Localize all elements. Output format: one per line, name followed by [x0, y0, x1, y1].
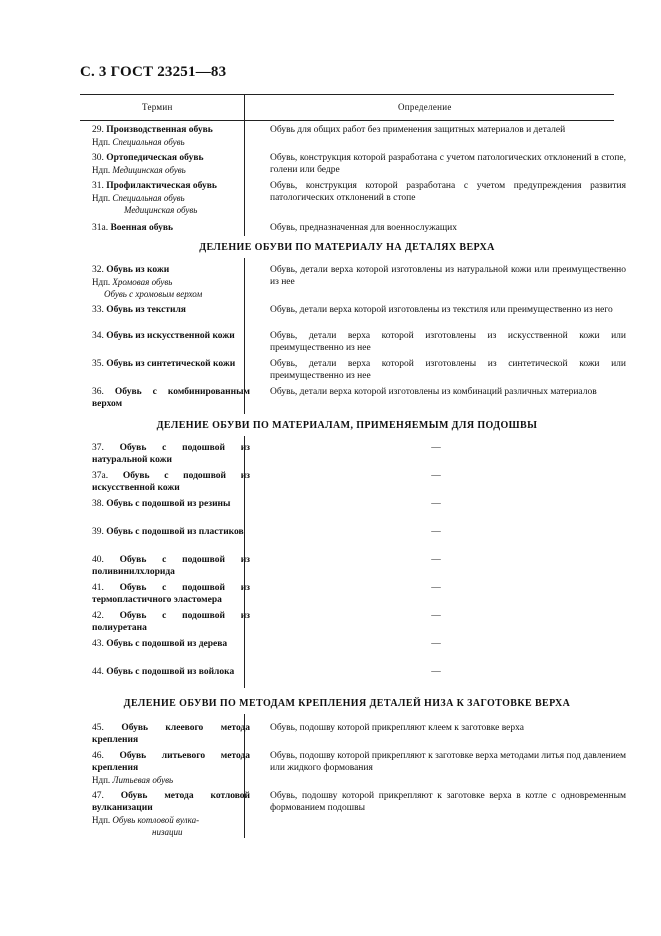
- table-top-rule: [80, 94, 614, 95]
- definition: —: [431, 639, 441, 649]
- definition: Обувь, детали верха которой изготовлены из синтетической кожи или преимущественно из нее: [270, 359, 626, 381]
- definition: Обувь, подошву которой прикрепляют к заготовке верха методами литья под давлением или жидкого формования: [270, 751, 627, 773]
- definition: —: [431, 443, 441, 453]
- section-heading: ДЕЛЕНИЕ ОБУВИ ПО МАТЕРИАЛАМ, ПРИМЕНЯЕМЫМ ДЛЯ ПОДОШВЫ: [156, 420, 538, 431]
- definition: Обувь, детали верха которой изготовлены из текстиля или преимущественно из него: [270, 305, 613, 315]
- definition: —: [431, 499, 441, 509]
- column-header-definition: Определение: [398, 102, 452, 112]
- definition: —: [431, 555, 441, 565]
- definition: Обувь, подошву которой прикрепляют к заготовке верха в котле с одновременным формованием подошвы: [270, 791, 626, 813]
- section-heading: ДЕЛЕНИЕ ОБУВИ ПО МЕТОДАМ КРЕПЛЕНИЯ ДЕТАЛЕЙ НИЗА К ЗАГОТОВКЕ ВЕРХА: [123, 698, 571, 709]
- section-heading: ДЕЛЕНИЕ ОБУВИ ПО МАТЕРИАЛУ НА ДЕТАЛЯХ ВЕРХА: [199, 242, 495, 253]
- definition: Обувь, конструкция которой разработана с учетом патологических отклонений в стопе, голени или бедре: [270, 153, 626, 175]
- page-header: С. 3 ГОСТ 23251—83: [80, 64, 227, 80]
- definition: —: [431, 527, 441, 537]
- definition: —: [431, 583, 441, 593]
- definition: —: [431, 667, 441, 677]
- definition: Обувь, детали верха которой изготовлены из комбинаций различных материалов: [270, 387, 597, 397]
- definition: Обувь для общих работ без применения защитных материалов и деталей: [270, 125, 566, 135]
- definition: Обувь, детали верха которой изготовлены из искусственной кожи или преимущественно из нее: [270, 331, 626, 353]
- definition: Обувь, детали верха которой изготовлены из натуральной кожи или преимущественно из нее: [270, 265, 626, 287]
- column-header-term: Термин: [142, 102, 173, 112]
- definition: Обувь, предназначенная для военнослужащих: [270, 223, 457, 233]
- definition: Обувь, конструкция которой разработана с учетом предупреждения развития патологических отклонений в стопе: [270, 181, 626, 203]
- table-head-rule: [80, 120, 614, 121]
- definition: Обувь, подошву которой прикрепляют клеем к заготовке верха: [270, 723, 524, 733]
- definition: —: [431, 471, 441, 481]
- definition: —: [431, 611, 441, 621]
